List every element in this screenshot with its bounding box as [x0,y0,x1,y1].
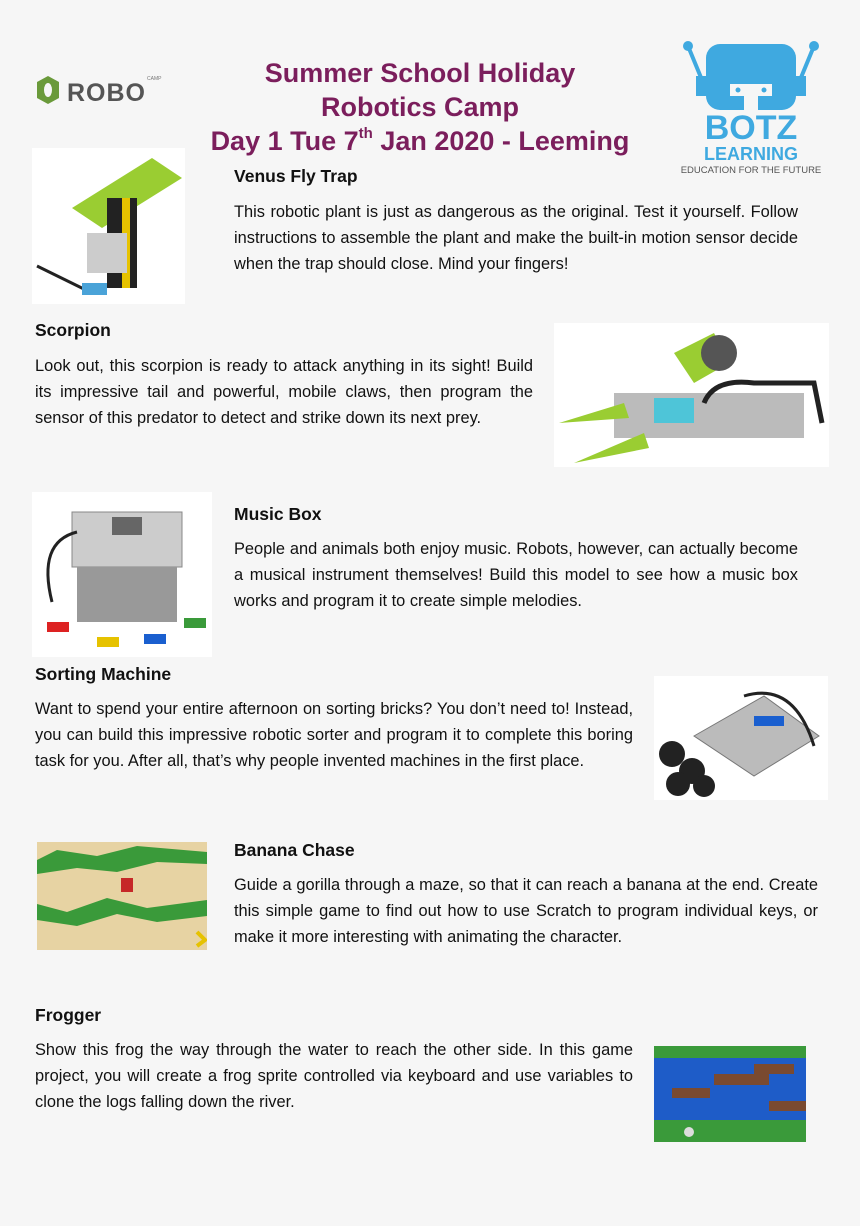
frogger-image [654,1046,806,1142]
scorpion-image [554,323,829,467]
music-box-heading: Music Box [234,504,322,524]
title-line-1: Summer School Holiday [264,58,576,88]
title-sup: th [358,125,373,142]
svg-text:CAMP: CAMP [147,76,162,82]
botz-tagline: EDUCATION FOR THE FUTURE [680,165,822,176]
robo-camp-logo [35,72,175,108]
venus-fly-trap-heading: Venus Fly Trap [234,166,358,186]
banana-chase-image [37,842,207,950]
svg-text:ROBO: ROBO [67,79,146,107]
botz-learning-text: LEARNING [704,144,798,164]
frogger-text: Show this frog the way through the water to reach the other side. In this game project, you will create a frog sprite controlled via keyboard and use variables to clone the logs falling down the river. [35,1041,633,1111]
scorpion-heading: Scorpion [35,320,111,340]
music-box-text: People and animals both enjoy music. Robots, however, can actually become a musical instrument themselves! Build this model to see how a music box works and program it to create simple melodies. [234,540,798,610]
banana-chase-heading: Banana Chase [234,840,355,860]
venus-fly-trap-image [32,148,185,304]
title-location: Jan 2020 - Leeming [372,126,630,156]
sorting-machine-text: Want to spend your entire afternoon on sorting bricks? You don’t need to! Instead, you can build this impressive robotic sorter and program it to complete this boring task for you. After all, that’s why people invented machines in the first place. [35,700,633,770]
frogger-heading: Frogger [35,1005,102,1025]
venus-fly-trap-text: This robotic plant is just as dangerous as the original. Test it yourself. Follow instructions to assemble the plant and make the built-in motion sensor decide when the trap should close. Mind your fingers! [234,203,798,273]
banana-chase-text: Guide a gorilla through a maze, so that it can reach a banana at the end. Create this simple game to find out how to use Scratch to program individual keys, or make it more interesting with animating the character. [234,876,818,946]
title-date: Day 1 Tue 7 [210,126,359,156]
scorpion-text: Look out, this scorpion is ready to attack anything in its sight! Build its impressive tail and powerful, mobile claws, then program the sensor of this predator to detect and strike down its next prey. [35,357,533,427]
sorting-machine-image [654,676,828,800]
page-title [180,56,660,158]
music-box-image [32,492,212,657]
botz-wordmark: BOTZ [704,109,798,147]
botz-learning-logo [678,40,824,180]
title-line-3 [180,124,660,158]
sorting-machine-heading: Sorting Machine [35,664,172,684]
title-line-2: Robotics Camp [320,92,520,122]
robot-head-icon [678,40,824,112]
robo-hexagon-icon [35,72,175,108]
